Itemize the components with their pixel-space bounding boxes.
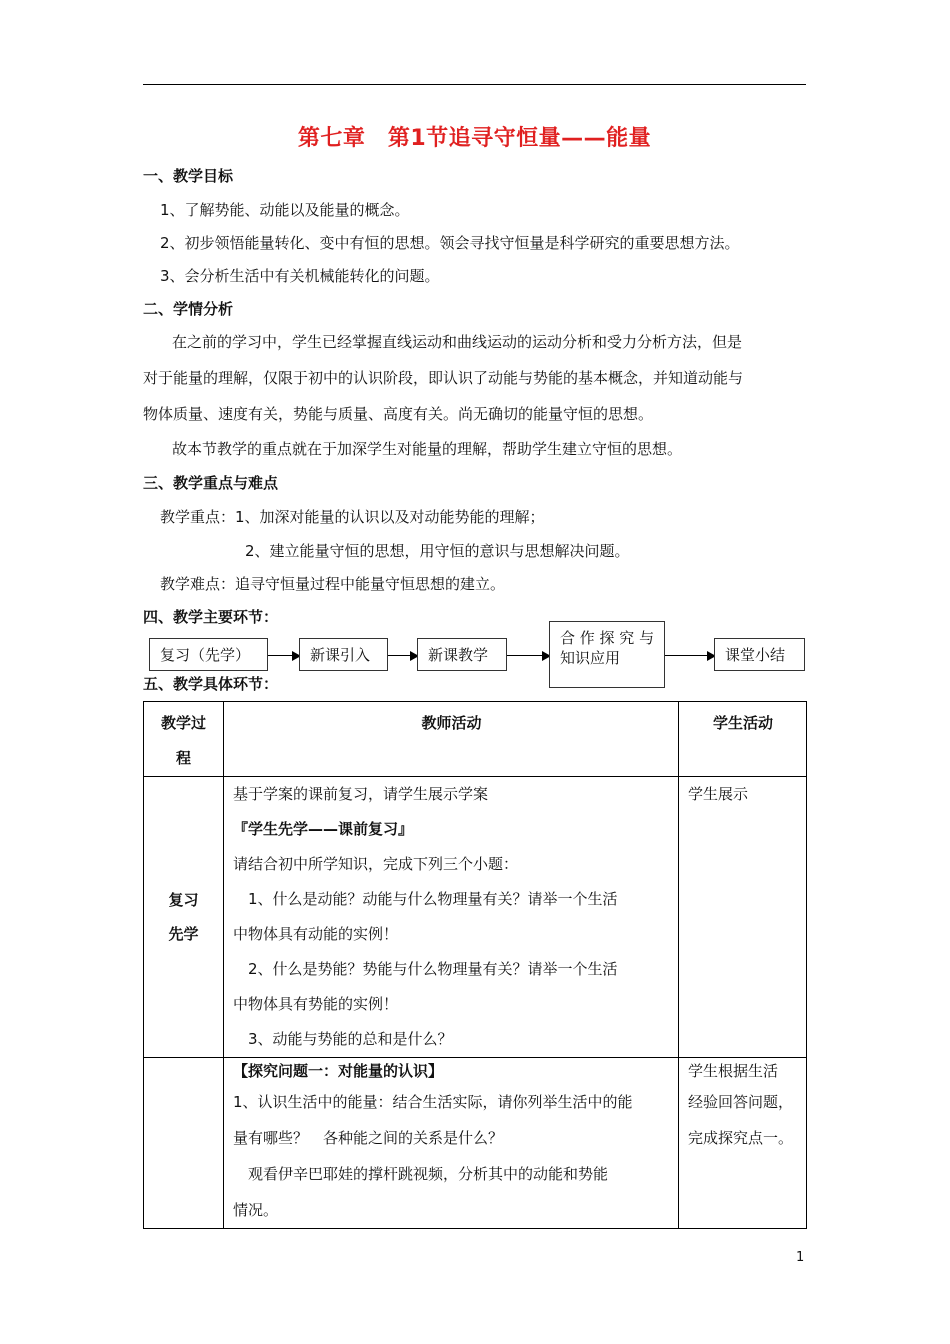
page-number: 1 (796, 1250, 805, 1265)
teacher-line: 请结合初中所学知识，完成下列三个小题： (233, 855, 519, 873)
student-activity-review: 学生展示 (688, 785, 749, 803)
student-line: 学生根据生活 (688, 1062, 779, 1080)
stage-review: 复习 先学 (168, 891, 199, 943)
difficulty-point: 教学难点：追寻守恒量过程中能量守恒思想的建立。 (160, 575, 506, 593)
teacher-line: 3、动能与势能的总和是什么？ (233, 1030, 453, 1048)
student-activity-explore (679, 1058, 806, 1156)
flow-step-label: 合 作 探 究 与 知识应用 (560, 629, 655, 667)
goal-item-1: 1、了解势能、动能以及能量的概念。 (160, 201, 410, 219)
analysis-line-4: 故本节教学的重点就在于加深学生对能量的理解，帮助学生建立守恒的思想。 (172, 440, 683, 458)
teacher-subheading: 【探究问题一：对能量的认识】 (233, 1062, 444, 1080)
teacher-line: 中物体具有势能的实例！ (233, 995, 399, 1013)
section-heading-analysis: 二、学情分析 (143, 300, 234, 318)
section-heading-details: 五、教学具体环节： (143, 675, 279, 693)
goal-item-2: 2、初步领悟能量转化、变中有恒的思想。领会寻找守恒量是科学研究的重要思想方法。 (160, 234, 740, 252)
document-title: 第七章 第1节追寻守恒量——能量 (297, 126, 652, 151)
header-rule (143, 84, 806, 85)
activity-table (143, 701, 807, 1229)
header-stage: 教学过 程 (160, 714, 206, 767)
flow-step-label: 课堂小结 (725, 646, 786, 664)
header-student: 学生活动 (712, 714, 773, 732)
section-heading-keypoints: 三、教学重点与难点 (143, 474, 279, 492)
flow-arrow (268, 655, 299, 656)
section-heading-flow: 四、教学主要环节： (143, 608, 279, 626)
teacher-line: 基于学案的课前复习，请学生展示学案 (233, 785, 489, 803)
teacher-line: 1、认识生活中的能量：结合生活实际，请你列举生活中的能 (233, 1093, 633, 1111)
analysis-line-3: 物体质量、速度有关，势能与质量、高度有关。尚无确切的能量守恒的思想。 (143, 405, 654, 423)
table-row (144, 777, 807, 1058)
teacher-activity-review (224, 777, 678, 1057)
teacher-line: 量有哪些？ 各种能之间的关系是什么？ (233, 1129, 504, 1147)
flow-arrow (507, 655, 549, 656)
table-row (144, 1058, 807, 1229)
flow-step-summary (714, 638, 805, 671)
table-header-row (144, 702, 807, 777)
teacher-subheading: 『学生先学——课前复习』 (233, 820, 414, 838)
flow-arrow (388, 655, 417, 656)
header-teacher: 教师活动 (421, 714, 482, 732)
analysis-line-1: 在之前的学习中，学生已经掌握直线运动和曲线运动的运动分析和受力分析方法，但是 (172, 333, 743, 351)
key-point-2: 2、建立能量守恒的思想，用守恒的意识与思想解决问题。 (245, 542, 630, 560)
teacher-activity-explore (224, 1058, 678, 1228)
flow-step-explore (549, 621, 665, 688)
teacher-line: 中物体具有动能的实例！ (233, 925, 399, 943)
flow-step-teaching (417, 638, 507, 671)
key-point-1: 教学重点：1、加深对能量的认识以及对动能势能的理解； (160, 508, 545, 526)
section-heading-goals: 一、教学目标 (143, 167, 234, 185)
flow-step-intro (299, 638, 388, 671)
flow-step-review (149, 638, 268, 671)
teacher-line: 情况。 (233, 1201, 279, 1219)
goal-item-3: 3、会分析生活中有关机械能转化的问题。 (160, 267, 440, 285)
teacher-line: 1、什么是动能？动能与什么物理量有关？请举一个生活 (233, 890, 618, 908)
analysis-line-2: 对于能量的理解，仅限于初中的认识阶段，即认识了动能与势能的基本概念，并知道动能与 (143, 369, 744, 387)
flow-arrow (665, 655, 714, 656)
flow-step-label: 复习（先学） (160, 646, 251, 664)
student-line: 经验回答问题， (688, 1093, 794, 1111)
student-line: 完成探究点一。 (688, 1129, 794, 1147)
flow-step-label: 新课引入 (310, 646, 371, 664)
teacher-line: 观看伊辛巴耶娃的撑杆跳视频，分析其中的动能和势能 (233, 1165, 609, 1183)
teacher-line: 2、什么是势能？势能与什么物理量有关？请举一个生活 (233, 960, 618, 978)
flow-step-label: 新课教学 (428, 646, 489, 664)
